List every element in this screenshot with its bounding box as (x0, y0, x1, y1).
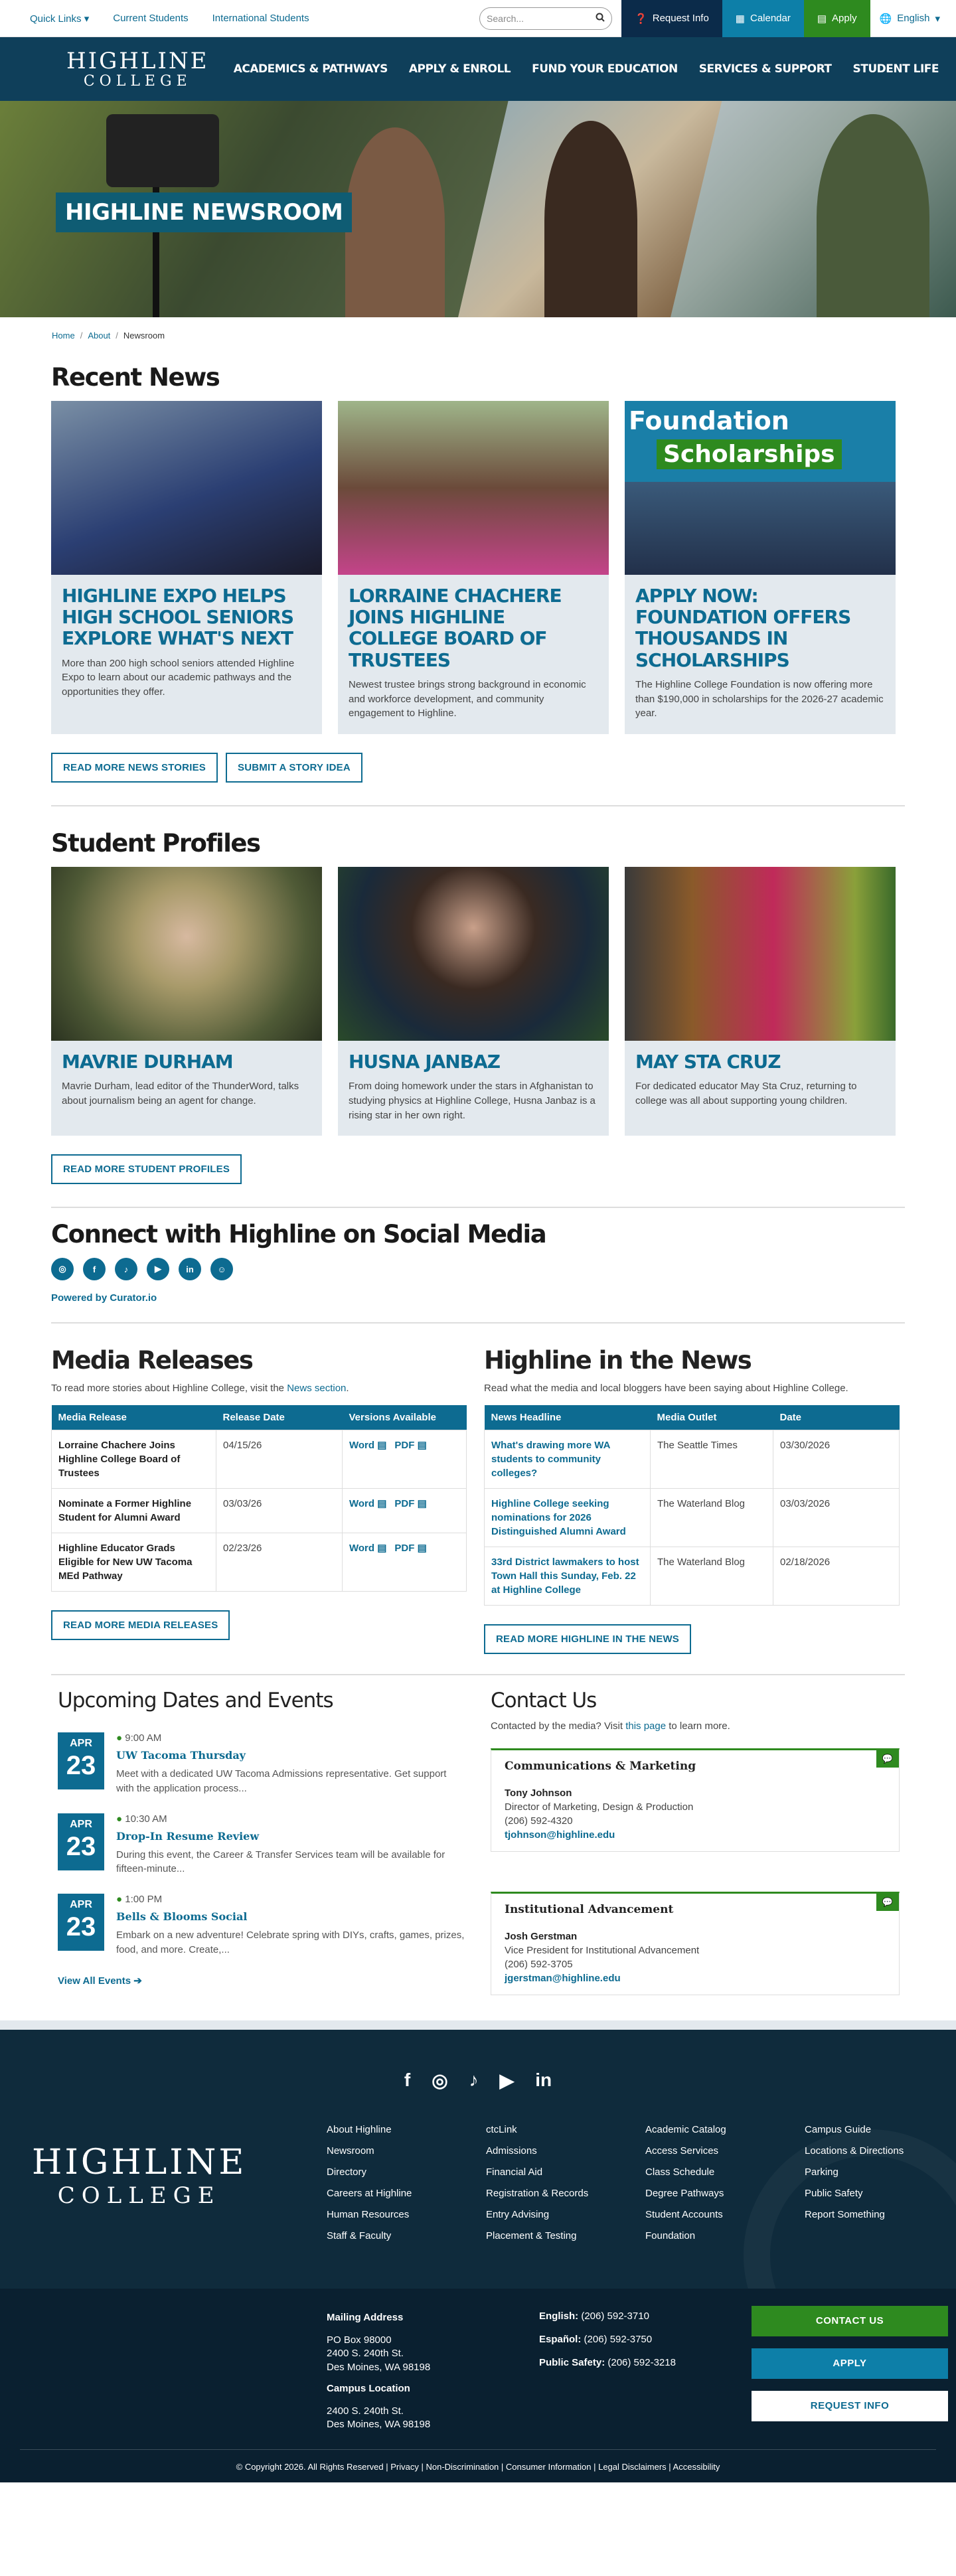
address-line: Des Moines, WA 98198 (327, 2419, 431, 2431)
events-heading: Upcoming Dates and Events (58, 1689, 333, 1713)
profile-card[interactable] (51, 867, 322, 1136)
calendar-label: Calendar (750, 13, 791, 24)
news-card-text: More than 200 high school seniors attended Highline Expo to learn about our academic pathways and the opportunities they offer. (62, 657, 295, 698)
event-date-badge (58, 1732, 104, 1789)
profile-card-title: MAY STA CRUZ (635, 1051, 781, 1073)
current-students-link[interactable]: Current Students (113, 12, 189, 24)
in-the-news-column (484, 1346, 900, 1654)
word-download-link[interactable] (349, 1440, 386, 1451)
news-card-image (51, 401, 322, 575)
copyright-bar: © Copyright 2026. All Rights Reserved | Privacy | Non-Discrimination | Consumer Information | Legal Disclaimers | Accessibility (20, 2449, 936, 2472)
breadcrumb (52, 331, 956, 341)
news-card-text: The Highline College Foundation is now offering more than $190,000 in scholarships for the 2026-27 academic year. (635, 678, 884, 720)
news-section-link[interactable]: News section (287, 1383, 347, 1395)
profile-card-image (51, 867, 322, 1041)
contact-intro (491, 1719, 900, 1734)
event-description: Embark on a new adventure! Celebrate spring with DIYs, crafts, games, prizes, food, and more. Create,... (116, 1930, 465, 1955)
primary-nav (234, 62, 939, 76)
pdf-label: PDF (394, 1498, 415, 1510)
file-icon: ▤ (417, 1440, 427, 1452)
caret-down-icon: ▾ (84, 13, 90, 25)
news-card-title: APPLY NOW: FOUNDATION OFFERS THOUSANDS IN SCHOLARSHIPS (635, 585, 851, 671)
release-date: 02/23/26 (216, 1533, 343, 1592)
news-outlet: The Seattle Times (651, 1430, 773, 1489)
apply-button[interactable] (804, 0, 870, 37)
event-time-value: 10:30 AM (125, 1813, 167, 1825)
nav-apply-enroll[interactable]: APPLY & ENROLL (408, 62, 511, 76)
chat-icon: 💬 (876, 1894, 899, 1911)
info-icon: ❓ (635, 13, 647, 25)
event-date-badge (58, 1894, 104, 1951)
profile-card-text: For dedicated educator May Sta Cruz, returning to college was all about supporting young children. (635, 1081, 857, 1106)
profile-card-image (338, 867, 609, 1041)
tiktok-icon[interactable]: ♪ (469, 2069, 479, 2090)
event-time (116, 1732, 467, 1744)
search-input[interactable] (479, 7, 612, 30)
footer-link[interactable]: Staff & Faculty (327, 2230, 392, 2241)
word-label: Word (349, 1543, 375, 1554)
file-icon: ▤ (377, 1498, 387, 1510)
calendar-icon: ▦ (735, 13, 745, 25)
nav-fund-education[interactable]: FUND YOUR EDUCATION (532, 62, 678, 76)
quick-links-label: Quick Links (30, 13, 82, 25)
event-month: APR (70, 1738, 92, 1750)
banner-foundation: Foundation (629, 406, 789, 435)
news-date: 03/30/2026 (773, 1430, 900, 1489)
youtube-icon[interactable]: ▶ (147, 1258, 169, 1280)
contact-card-title: Communications & Marketing (505, 1759, 696, 1773)
linkedin-icon[interactable]: in (179, 1258, 201, 1280)
address-line: Des Moines, WA 98198 (327, 2361, 431, 2373)
pdf-download-link[interactable] (394, 1543, 426, 1554)
event-details (116, 1813, 467, 1877)
footer-link[interactable]: Human Resources (327, 2208, 410, 2220)
release-title: Lorraine Chachere Joins Highline College Board of Trustees (52, 1430, 216, 1489)
search-placeholder: Search... (487, 13, 524, 24)
event-time (116, 1813, 467, 1825)
arrow-right-icon: ➔ (133, 1975, 142, 1987)
instagram-icon[interactable]: ◎ (51, 1258, 74, 1280)
file-icon: ▤ (377, 1440, 387, 1452)
footer-link[interactable]: Locations & Directions (805, 2145, 904, 2157)
event-day: 23 (66, 1912, 96, 1942)
media-releases-heading: Media Releases (51, 1346, 253, 1375)
news-date: 02/18/2026 (773, 1547, 900, 1606)
footer-link[interactable]: Directory (327, 2166, 367, 2178)
recent-news-heading: Recent News (51, 363, 220, 392)
event-description: Meet with a dedicated UW Tacoma Admissions representative. Get support with the application process... (116, 1768, 447, 1794)
hero-banner (0, 101, 956, 317)
phone-line (539, 2358, 676, 2368)
file-icon: ▤ (377, 1543, 387, 1554)
contact-phone: (206) 592-4320 (505, 1815, 573, 1827)
intro-text: Contacted by the media? Visit (491, 1720, 626, 1732)
view-all-events-link[interactable] (58, 1975, 142, 1987)
camera-graphic (106, 114, 219, 187)
globe-icon: 🌐 (879, 13, 892, 25)
contact-email-link[interactable]: tjohnson@highline.edu (505, 1829, 615, 1841)
event-day: 23 (66, 1831, 96, 1861)
footer-phones (539, 2311, 676, 2381)
release-title: Nominate a Former Highline Student for Alumni Award (52, 1489, 216, 1533)
profile-card[interactable] (625, 867, 896, 1136)
footer-logo[interactable] (32, 2143, 246, 2209)
footer-link[interactable]: Newsroom (327, 2145, 374, 2157)
page-title: HIGHLINE NEWSROOM (56, 192, 352, 232)
phone-label: Español: (539, 2333, 582, 2345)
footer-link[interactable]: Student Accounts (645, 2208, 723, 2220)
phone-line (539, 2311, 676, 2321)
recent-news-cards (51, 401, 905, 734)
footer-link[interactable]: Foundation (645, 2230, 696, 2241)
event-item (58, 1813, 467, 1877)
utility-bar (0, 0, 956, 37)
news-buttons (51, 753, 905, 783)
request-info-label: Request Info (652, 13, 709, 24)
curator-link[interactable]: Powered by Curator.io (51, 1292, 157, 1304)
event-date-badge (58, 1813, 104, 1870)
news-card-text: Newest trustee brings strong background in economic and workforce development, and community engagement to Highline. (349, 678, 586, 720)
news-card-image (625, 401, 896, 575)
caret-down-icon: ▾ (935, 13, 940, 25)
footer-request-info-button[interactable]: REQUEST INFO (752, 2391, 948, 2421)
news-card[interactable] (338, 401, 609, 734)
release-date: 03/03/26 (216, 1489, 343, 1533)
news-headline-link[interactable]: What's drawing more WA students to community colleges? (491, 1440, 610, 1479)
student-profile-cards (51, 867, 905, 1136)
profile-card-image (625, 867, 896, 1041)
event-title-link[interactable]: UW Tacoma Thursday (116, 1749, 246, 1762)
read-more-in-the-news-button[interactable]: READ MORE HIGHLINE IN THE NEWS (484, 1624, 691, 1654)
profile-card-title: HUSNA JANBAZ (349, 1051, 501, 1073)
footer-links (327, 2124, 937, 2241)
footer-action-buttons (752, 2306, 948, 2433)
breadcrumb-separator: / (116, 331, 118, 341)
logo-line1: HIGHLINE (66, 47, 209, 74)
contact-role: Vice President for Institutional Advancement (505, 1944, 700, 1956)
chat-icon: 💬 (876, 1750, 899, 1768)
profile-card-text: Mavrie Durham, lead editor of the ThunderWord, talks about journalism being an agent for change. (62, 1081, 299, 1106)
phone-label: Public Safety: (539, 2356, 605, 2368)
section-divider (51, 805, 905, 806)
event-details (116, 1732, 467, 1796)
table-header-row (52, 1405, 467, 1430)
word-label: Word (349, 1498, 375, 1510)
address-line: PO Box 98000 (327, 2334, 392, 2346)
event-time-value: 9:00 AM (125, 1732, 162, 1744)
contact-card-title: Institutional Advancement (505, 1902, 674, 1916)
phone-label: English: (539, 2310, 579, 2322)
in-the-news-intro: Read what the media and local bloggers have been saying about Highline College. (484, 1383, 848, 1395)
view-all-label: View All Events (58, 1975, 131, 1987)
pdf-label: PDF (394, 1440, 415, 1452)
logo-line1: HIGHLINE (32, 2142, 247, 2182)
read-more-media-releases-button[interactable]: READ MORE MEDIA RELEASES (51, 1610, 230, 1640)
release-title: Highline Educator Grads Eligible for New UW Tacoma MEd Pathway (52, 1533, 216, 1592)
section-divider (51, 1322, 905, 1324)
media-buttons (51, 1610, 467, 1640)
contact-card (491, 1748, 900, 1852)
profiles-buttons (51, 1154, 905, 1184)
search-icon[interactable] (596, 13, 605, 24)
table-row (52, 1489, 467, 1533)
column-header: Media Release (52, 1405, 216, 1430)
nav-student-life[interactable]: STUDENT LIFE (852, 62, 939, 76)
international-students-link[interactable]: International Students (212, 12, 309, 24)
contact-heading: Contact Us (491, 1689, 597, 1713)
column-header: Release Date (216, 1405, 343, 1430)
footer-link[interactable]: ctcLink (486, 2123, 517, 2135)
in-the-news-buttons (484, 1624, 900, 1654)
table-header-row (485, 1405, 900, 1430)
event-item (58, 1894, 467, 1957)
logo-line2: COLLEGE (57, 2182, 221, 2209)
event-description: During this event, the Career & Transfer Services team will be available for fifteen-minute... (116, 1849, 445, 1875)
contact-email-link[interactable]: jgerstman@highline.edu (505, 1972, 621, 1984)
news-outlet: The Waterland Blog (651, 1547, 773, 1606)
events-contact-section (51, 1689, 905, 1995)
file-icon: ▤ (417, 1498, 427, 1510)
language-selector[interactable] (870, 0, 956, 37)
events-column (51, 1689, 467, 1995)
footer-link[interactable]: Entry Advising (486, 2208, 550, 2220)
instagram-icon[interactable]: ◎ (432, 2070, 448, 2091)
student-profiles-heading: Student Profiles (51, 829, 260, 858)
news-headline-cell (485, 1430, 651, 1489)
mailing-heading: Mailing Address (327, 2311, 404, 2323)
news-outlet: The Waterland Blog (651, 1489, 773, 1547)
campus-address (327, 2405, 430, 2432)
footer-link[interactable]: About Highline (327, 2123, 392, 2135)
footer-link[interactable]: Public Safety (805, 2187, 863, 2199)
pdf-download-link[interactable] (394, 1440, 426, 1451)
in-the-news-table (484, 1405, 900, 1606)
intro-text-end: to learn more. (666, 1720, 730, 1732)
breadcrumb-home[interactable]: Home (52, 331, 75, 341)
event-time-value: 1:00 PM (125, 1894, 163, 1906)
banner-scholarships: Scholarships (657, 439, 842, 469)
breadcrumb-about[interactable]: About (88, 331, 111, 341)
phone-number: (206) 592-3750 (584, 2333, 653, 2345)
facebook-icon[interactable]: f (83, 1258, 106, 1280)
hero-person-3 (817, 114, 929, 317)
address-line: 2400 S. 240th St. (327, 2348, 404, 2360)
footer-link[interactable]: Registration & Records (486, 2187, 589, 2199)
tiktok-icon[interactable]: ♪ (115, 1258, 137, 1280)
this-page-link[interactable]: this page (625, 1720, 667, 1732)
word-label: Word (349, 1440, 375, 1452)
footer-addresses (327, 2311, 430, 2440)
phone-line (539, 2334, 676, 2344)
phone-number: (206) 592-3710 (581, 2310, 649, 2322)
footer-link[interactable]: Financial Aid (486, 2166, 543, 2178)
calendar-button[interactable] (722, 0, 804, 37)
news-date: 03/03/2026 (773, 1489, 900, 1547)
contact-column (484, 1689, 900, 1995)
nav-academics[interactable]: ACADEMICS & PATHWAYS (233, 62, 388, 76)
news-headline-cell (485, 1547, 651, 1606)
breadcrumb-separator: / (80, 331, 83, 341)
footer-link[interactable]: Campus Guide (805, 2123, 872, 2135)
highline-logo[interactable] (66, 47, 209, 90)
release-date: 04/15/26 (216, 1430, 343, 1489)
table-row (485, 1547, 900, 1606)
contact-role: Director of Marketing, Design & Production (505, 1801, 694, 1813)
news-card-title: HIGHLINE EXPO HELPS HIGH SCHOOL SENIORS EXPLORE WHAT'S NEXT (62, 585, 294, 650)
column-header: Media Outlet (651, 1405, 773, 1430)
profile-card-title: MAVRIE DURHAM (62, 1051, 233, 1073)
media-releases-column (51, 1346, 467, 1654)
release-versions (343, 1489, 467, 1533)
profile-card-text: From doing homework under the stars in Afghanistan to studying physics at Highline College, Husna Janbaz is a rising star in her own right. (349, 1081, 596, 1121)
contact-name: Josh Gerstman (505, 1930, 578, 1942)
utility-actions (479, 0, 956, 37)
table-row (52, 1430, 467, 1489)
news-card[interactable] (625, 401, 896, 734)
release-versions (343, 1430, 467, 1489)
breadcrumb-current: Newsroom (123, 331, 165, 341)
campus-heading: Campus Location (327, 2382, 410, 2394)
quick-links-dropdown[interactable] (30, 13, 89, 25)
social-icons (51, 1258, 905, 1280)
intro-text-end: . (346, 1383, 349, 1395)
news-card-image (338, 401, 609, 575)
event-title-link[interactable]: Bells & Blooms Social (116, 1910, 248, 1924)
document-icon: ▤ (817, 13, 827, 25)
table-row (485, 1489, 900, 1547)
in-the-news-heading: Highline in the News (484, 1346, 752, 1375)
section-divider (51, 1674, 905, 1675)
news-headline-link[interactable]: Highline College seeking nominations for 2026 Distinguished Alumni Award (491, 1498, 626, 1538)
facebook-icon[interactable]: f (404, 2069, 411, 2090)
clock-icon: ● (116, 1894, 123, 1906)
clock-icon: ● (116, 1813, 123, 1825)
word-download-link[interactable] (349, 1543, 386, 1554)
pdf-label: PDF (394, 1543, 415, 1554)
utility-links (30, 13, 309, 25)
news-card-title: LORRAINE CHACHERE JOINS HIGHLINE COLLEGE BOARD OF TRUSTEES (349, 585, 562, 671)
footer-link[interactable]: Admissions (486, 2145, 537, 2157)
contact-name: Tony Johnson (505, 1787, 572, 1799)
footer-link[interactable]: Placement & Testing (486, 2230, 577, 2241)
main-navigation (0, 37, 956, 101)
footer-bottom (0, 2289, 956, 2482)
event-details (116, 1894, 467, 1957)
address-line: 2400 S. 240th St. (327, 2405, 404, 2417)
event-title-link[interactable]: Drop-In Resume Review (116, 1829, 260, 1843)
contact-phone: (206) 592-3705 (505, 1958, 573, 1970)
event-item (58, 1732, 467, 1796)
snapchat-icon[interactable]: ☺ (210, 1258, 233, 1280)
logo-line2: COLLEGE (83, 72, 192, 90)
media-section (51, 1346, 905, 1654)
contact-us-button[interactable]: CONTACT US (752, 2306, 948, 2336)
column-header: Versions Available (343, 1405, 467, 1430)
phone-number: (206) 592-3218 (607, 2356, 676, 2368)
request-info-button[interactable] (621, 0, 722, 37)
event-month: APR (70, 1899, 92, 1911)
column-header: Date (773, 1405, 900, 1430)
footer-link[interactable]: Academic Catalog (645, 2123, 726, 2135)
pdf-download-link[interactable] (394, 1498, 426, 1509)
students-group-graphic (625, 482, 896, 575)
footer-apply-button[interactable]: APPLY (752, 2348, 948, 2379)
intro-text: To read more stories about Highline College, visit the (51, 1383, 287, 1395)
table-row (485, 1430, 900, 1489)
file-icon: ▤ (417, 1543, 427, 1554)
read-more-profiles-button[interactable]: READ MORE STUDENT PROFILES (51, 1154, 242, 1184)
footer-link[interactable]: Careers at Highline (327, 2187, 412, 2199)
mailing-address (327, 2334, 430, 2374)
footer-link[interactable]: Access Services (645, 2145, 719, 2157)
word-download-link[interactable] (349, 1498, 386, 1509)
apply-label: Apply (832, 13, 857, 24)
footer-social-icons (0, 2070, 956, 2091)
clock-icon: ● (116, 1732, 123, 1744)
social-heading: Connect with Highline on Social Media (51, 1220, 546, 1249)
event-month: APR (70, 1818, 92, 1830)
footer-link[interactable]: Class Schedule (645, 2166, 715, 2178)
footer-link[interactable]: Degree Pathways (645, 2187, 724, 2199)
event-time (116, 1894, 467, 1905)
language-label: English (897, 13, 930, 24)
media-releases-table (51, 1405, 467, 1592)
section-divider (51, 1207, 905, 1208)
youtube-icon[interactable]: ▶ (499, 2070, 515, 2091)
linkedin-icon[interactable]: in (535, 2069, 552, 2090)
media-releases-intro (51, 1381, 467, 1396)
main-content (51, 363, 905, 1995)
news-headline-link[interactable]: 33rd District lawmakers to host Town Hall this Sunday, Feb. 22 at Highline College (491, 1556, 639, 1596)
hero-person-2 (544, 121, 637, 317)
footer-top (0, 2020, 956, 2289)
profile-card[interactable] (338, 867, 609, 1136)
nav-services-support[interactable]: SERVICES & SUPPORT (698, 62, 832, 76)
contact-card (491, 1892, 900, 1995)
event-day: 23 (66, 1751, 96, 1781)
release-versions (343, 1533, 467, 1592)
table-row (52, 1533, 467, 1592)
news-headline-cell (485, 1489, 651, 1547)
news-card[interactable] (51, 401, 322, 734)
column-header: News Headline (485, 1405, 651, 1430)
read-more-news-button[interactable]: READ MORE NEWS STORIES (51, 753, 218, 783)
hero-person-1 (345, 127, 445, 317)
submit-story-button[interactable]: SUBMIT A STORY IDEA (226, 753, 362, 783)
footer-link[interactable]: Parking (805, 2166, 838, 2178)
footer-link[interactable]: Report Something (805, 2208, 885, 2220)
